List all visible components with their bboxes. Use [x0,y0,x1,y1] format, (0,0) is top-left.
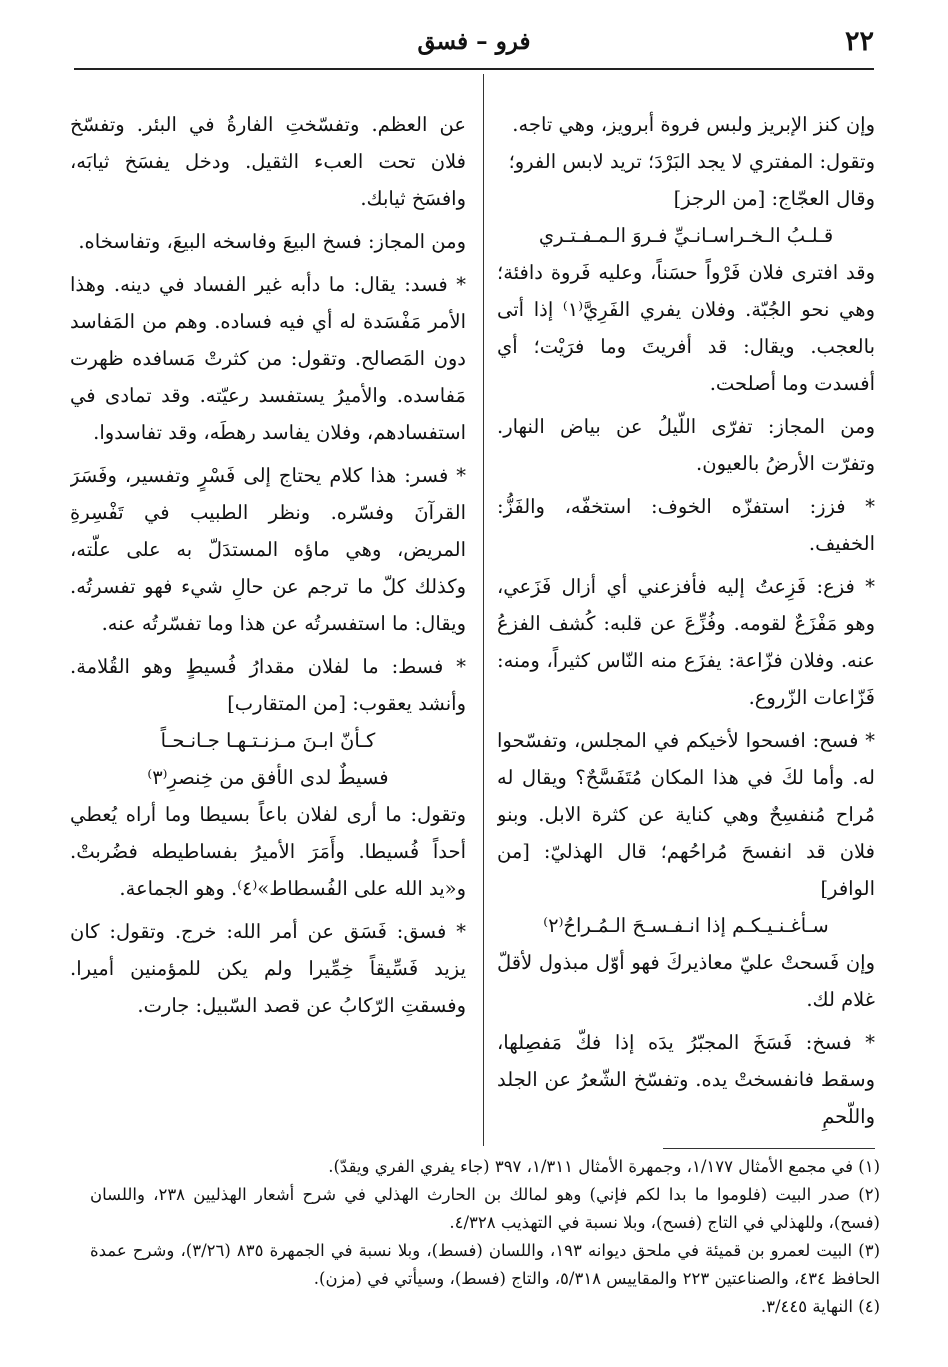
page-number: ٢٢ [844,26,874,57]
page-header [74,26,874,64]
footnote: (٤) النهاية ٣/٤٤٥. [760,1297,880,1316]
paragraph: وإن فَسحتْ عليّ معاذيركَ فهو أوّل مبذول لأقلّ غلام لك. [497,951,875,1011]
right-column [497,106,875,1134]
paragraph: عن العظم. وتفسّختِ الفارةُ في البئر. وتفسّخ فلان تحت العبء الثقيل. ودخل يفسَخ ثيابَه، وافسَخ ثيابك. [70,113,466,210]
paragraph: وقد افترى فلان فَرْواً حسَناً، وعليه فَروة دافئة؛ وهي نحو الجُبّة. وفلان يفري الفَرِيَّ⁽١⁾ إذا أتى بالعجب. ويقال: قد أفريتَ وما فرَيْت؛ أي أفسدت وما أصلحت. [497,261,875,395]
footnotes [90,1153,880,1363]
paragraph: وقال العجّاج: [من الرجز] [673,187,875,210]
verse-line: كـأنّ ابـنَ مـزنـتـهـا جـانـحـاً [160,729,376,752]
entry-fzz: * فزز: استفزّه الخوف: استخفّه، والفَزُّ: الخفيف. [497,495,875,555]
paragraph: ومن المجاز: تفرّى اللّيلُ عن بياض النهار. وتفرّت الأرضُ بالعيون. [497,415,875,475]
entry-fsq: * فسق: فَسَق عن أمر الله: خرج. وتقول: كان يزيد فَسِّيقاً خِمِّيرا ولم يكن للمؤمنين أميرا. وفسقتِ الرّكابُ عن قصد السّبيل: جارت. [70,920,466,1017]
entry-fsr: * فسر: هذا كلام يحتاج إلى فَسْرٍ وتفسير، وفَسَرَ القرآنَ وفسّره. ونظر الطبيب في تَفْسِرةِ المريض، وهي ماؤه المستدَلّ به على علّته، وكذلك كلّ ما ترجم عن حالِ شيء فهو تفسرتُه. ويقال: ما استفسرتُه عن هذا وما تفسّرتُه عنه. [70,464,466,635]
footnote-rule [663,1148,875,1149]
verse-line: فسيطٌ لدى الأفق من خِنصرِ⁽٣⁾ [147,766,389,789]
footnote: (٢) صدر البيت (فلوموا ما بدا لكم فإني) وهو لمالك بن الحارث الهذلي في شرح أشعار الهذليين ٢٣٨، واللسان (فسح)، وللهذلي في التاج (فسح)، وبلا نسبة في التهذيب ٤/٣٢٨. [90,1185,880,1232]
entry-fskh: * فسخ: فَسَخَ المجبّرُ يدَه إذا فكّ مَفصِلها، وسقط فانفسختْ يده. وتفسّخ الشّعرُ عن الجلد واللّحمِ [497,1031,875,1128]
footnote: (٣) البيت لعمرو بن قميئة في ملحق ديوانه ١٩٣، واللسان (فسط)، وبلا نسبة في الجمهرة ٨٣٥ (٣/٢٦)، وشرح عمدة الحافظ ٤٣٤، والصناعتين ٢٢٣ والمقاييس ٥/٣١٨، والتاج (فسط)، وسيأتي في (مزن). [90,1241,880,1288]
verse-line: قـلـبُ الـخـراسـانـيِّ فـروَ الـمـفـتـري [538,224,834,247]
header-rule [74,68,874,70]
column-divider [483,74,484,1146]
paragraph: ومن المجاز: فسخ البيعَ وفاسخه البيعَ، وتفاسخاه. [78,230,466,253]
paragraph: وإن كنز الإبريز ولبس فروة أبرويز، وهي تاجه. [512,113,875,136]
paragraph: وتقول: ما أرى لفلان باعاً بسيطا وما أراه يُعطي أحداً فُسيطا. وأَمَرَ الأميرُ بفساطيطه فضُربتْ. و«يد الله على الفُسطاط»⁽٤⁾. وهو الجماعة. [70,803,466,900]
verse-line: سـأغـنـيـكـم إذا انـفـسـحَ الـمُـراحُ⁽٢⁾ [543,914,829,937]
entry-fst: * فسط: ما لفلان مقدارُ فُسيطٍ وهو القُلامة. وأنشد يعقوب: [من المتقارب] [70,655,466,715]
paragraph: وتقول: المفتري لا يجد البَرْدَ؛ تريد لابس الفرو؛ [508,150,875,173]
entry-fsh: * فسح: افسحوا لأخيكم في المجلس، وتفسّحوا له. وأما لكَ في هذا المكان مُتَفَسَّحٌ؟ ويقال له مُراح مُنفسِحٌ وهي كناية عن كثرة الابل. وبنو فلان قد انفسحَ مُراحُهم؛ قال الهذليّ: [من الوافر] [497,729,875,900]
running-title: فرو – فسق [417,28,531,55]
footnote: (١) في مجمع الأمثال ١/١٧٧، وجمهرة الأمثال ١/٣١١، ٣٩٧ (جاء يفري الفري ويقدّ). [328,1157,880,1176]
entry-fz3: * فزع: فَزِعتُ إليه فأفزعني أي أزال فَزَعي، وهو مَفْزَعٌ لقومه. وفُزِّعَ عن قلبه: كُشف الفزعُ عنه. وفلان فزّاعة: يفزَع منه النّاس كثيراً، ومنه: فَزّاعات الزّروع. [497,575,875,709]
entry-fsd: * فسد: يقال: ما دأبه غير الفساد في دينه. وهذا الأمر مَفْسَدة له أي فيه فساده. وهم من المَفاسد دون المَصالح. وتقول: من كثرتْ مَسافده ظهرت مَفاسده. والأميرُ يستفسد رعيّته. وقد تمادى في استفسادهم، وفلان يفاسد رهطَه، وقد تفاسدوا. [70,273,466,444]
left-column [70,106,466,1134]
